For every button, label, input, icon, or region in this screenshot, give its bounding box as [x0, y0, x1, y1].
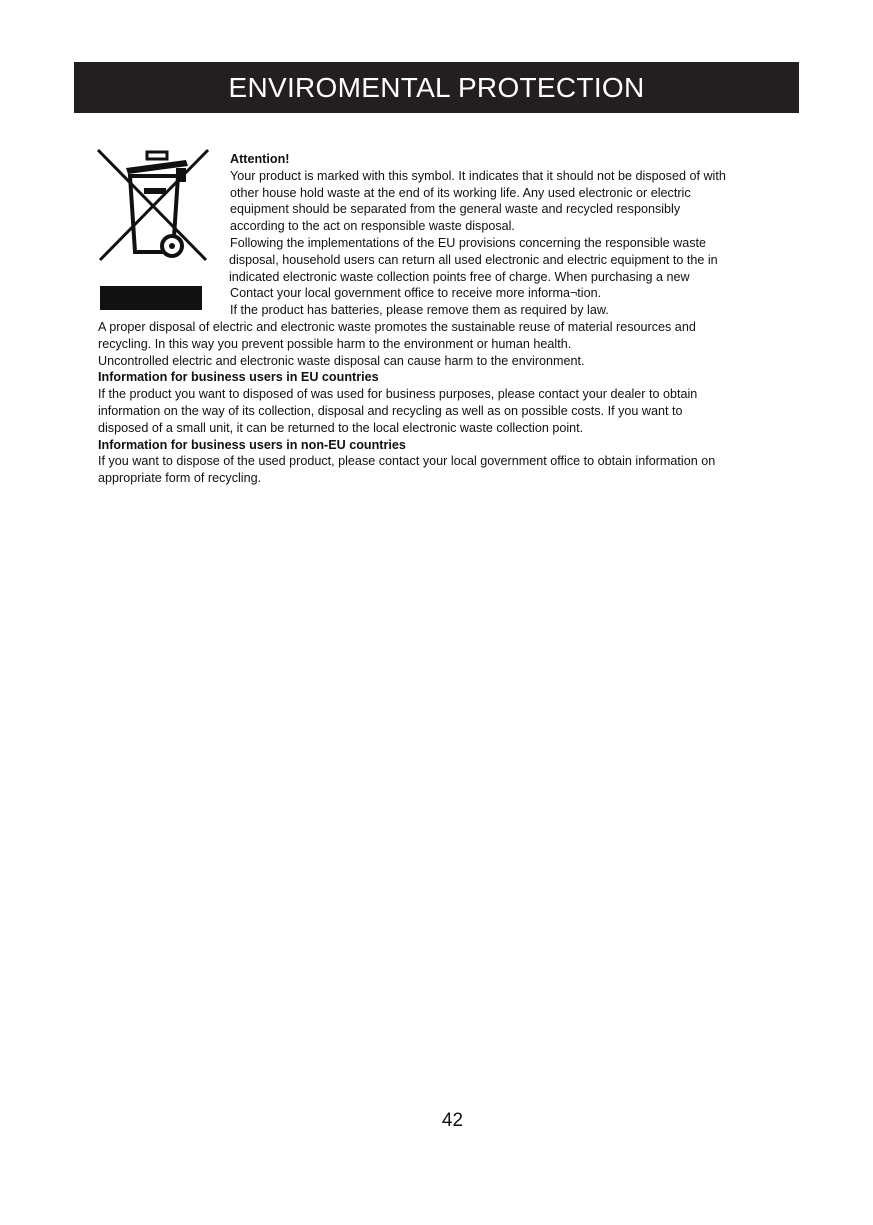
disposal-information [98, 319, 798, 487]
body-line: information on the way of its collection, disposal and recycling as well as on possible costs. If you want to [98, 403, 683, 418]
non-eu-business-heading: Information for business users in non-EU countries [98, 437, 406, 452]
attention-notice [230, 151, 800, 319]
attention-line: If the product has batteries, please remove them as required by law. [230, 303, 609, 318]
attention-line: disposal, household users can return all used electronic and electric equipment to the in [229, 252, 718, 267]
section-title: ENVIROMENTAL PROTECTION [228, 71, 645, 103]
body-line: A proper disposal of electric and electronic waste promotes the sustainable reuse of material resources and [98, 320, 696, 334]
body-line: disposed of a small unit, it can be returned to the local electronic waste collection point. [98, 420, 584, 435]
eu-business-heading: Information for business users in EU countries [98, 370, 379, 385]
attention-line: Your product is marked with this symbol. It indicates that it should not be disposed of with [230, 168, 726, 183]
section-title-banner [74, 62, 799, 113]
body-line: Uncontrolled electric and electronic waste disposal can cause harm to the environment. [98, 353, 585, 368]
body-line: appropriate form of recycling. [98, 471, 262, 486]
attention-line: indicated electronic waste collection points free of charge. When purchasing a new [229, 269, 690, 284]
body-line: If you want to dispose of the used product, please contact your local government office to obtain information on [98, 454, 716, 469]
body-line: recycling. In this way you prevent possible harm to the environment or human health. [98, 336, 572, 351]
attention-line: Following the implementations of the EU provisions concerning the responsible waste [230, 235, 707, 250]
body-line: If the product you want to disposed of was used for business purposes, please contact your dealer to obtain [98, 387, 698, 402]
attention-title: Attention! [230, 152, 290, 166]
crossed-out-wheelie-bin-icon [94, 146, 214, 316]
attention-line: equipment should be separated from the general waste and recycled responsibly [230, 202, 681, 217]
attention-line: other house hold waste at the end of its working life. Any used electronic or electric [230, 185, 691, 200]
page-number: 42 [441, 1110, 464, 1131]
attention-line: Contact your local government office to receive more informa¬tion. [230, 286, 602, 301]
attention-line: according to the act on responsible waste disposal. [230, 219, 515, 234]
